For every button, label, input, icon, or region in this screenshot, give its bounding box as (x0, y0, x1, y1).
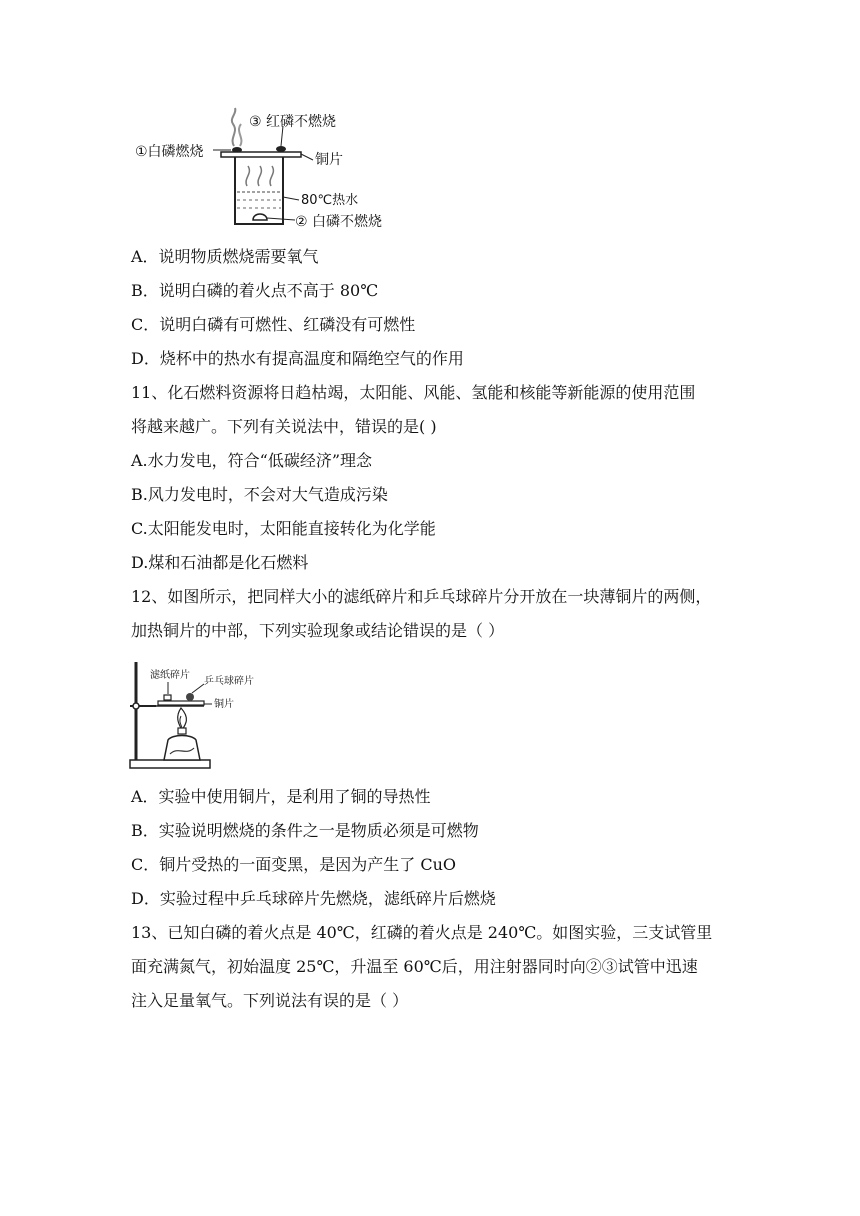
q12-option-d: D．实验过程中乒乓球碎片先燃烧，滤纸碎片后燃烧 (131, 889, 496, 908)
q11-option-c: C.太阳能发电时，太阳能直接转化为化学能 (131, 519, 436, 538)
label-hot-water: 80℃热水 (301, 193, 359, 208)
label-copper-plate: 铜片 (315, 152, 343, 168)
q11-stem-line1: 11、化石燃料资源将日趋枯竭，太阳能、风能、氢能和核能等新能源的使用范围 (131, 383, 696, 402)
label-filter-paper: 滤纸碎片 (150, 670, 190, 681)
q13-stem-line2: 面充满氮气，初始温度 25℃，升温至 60℃后，用注射器同时向②③试管中迅速 (131, 957, 698, 976)
q12-stem-line1: 12、如图所示，把同样大小的滤纸碎片和乒乓球碎片分开放在一块薄铜片的两侧， (131, 587, 712, 606)
q10-option-c: C．说明白磷有可燃性、红磷没有可燃性 (131, 315, 416, 334)
label-copper-plate-2: 铜片 (214, 699, 234, 710)
q10-option-b: B．说明白磷的着火点不高于 80℃ (131, 281, 379, 300)
figure-combustion-beaker (131, 104, 401, 234)
q10-option-a: A．说明物质燃烧需要氧气 (131, 247, 319, 266)
figure-copper-plate-heating (128, 660, 268, 772)
q13-stem-line1: 13、已知白磷的着火点是 40℃，红磷的着火点是 240℃。如图实验，三支试管里 (131, 923, 713, 942)
q11-option-a: A.水力发电，符合“低碳经济”理念 (131, 451, 373, 470)
q11-stem-line2: 将越来越广。下列有关说法中，错误的是( ) (131, 417, 437, 436)
label-white-phosphorus-water: ② 白磷不燃烧 (295, 214, 383, 230)
label-white-phosphorus-burns: ①白磷燃烧 (135, 144, 204, 160)
label-pingpong-pieces: 乒乓球碎片 (204, 676, 254, 687)
q13-stem-line3: 注入足量氧气。下列说法有误的是（ ） (131, 991, 409, 1010)
q10-option-d: D．烧杯中的热水有提高温度和隔绝空气的作用 (131, 349, 464, 368)
q12-stem-line2: 加热铜片的中部，下列实验现象或结论错误的是（ ） (131, 621, 505, 640)
q11-option-d: D.煤和石油都是化石燃料 (131, 553, 309, 572)
q12-option-c: C．铜片受热的一面变黑，是因为产生了 CuO (131, 855, 456, 874)
q11-option-b: B.风力发电时，不会对大气造成污染 (131, 485, 388, 504)
q12-option-b: B．实验说明燃烧的条件之一是物质必须是可燃物 (131, 821, 479, 840)
q12-option-a: A．实验中使用铜片，是利用了铜的导热性 (131, 787, 431, 806)
label-red-phosphorus: ③ 红磷不燃烧 (249, 114, 337, 130)
